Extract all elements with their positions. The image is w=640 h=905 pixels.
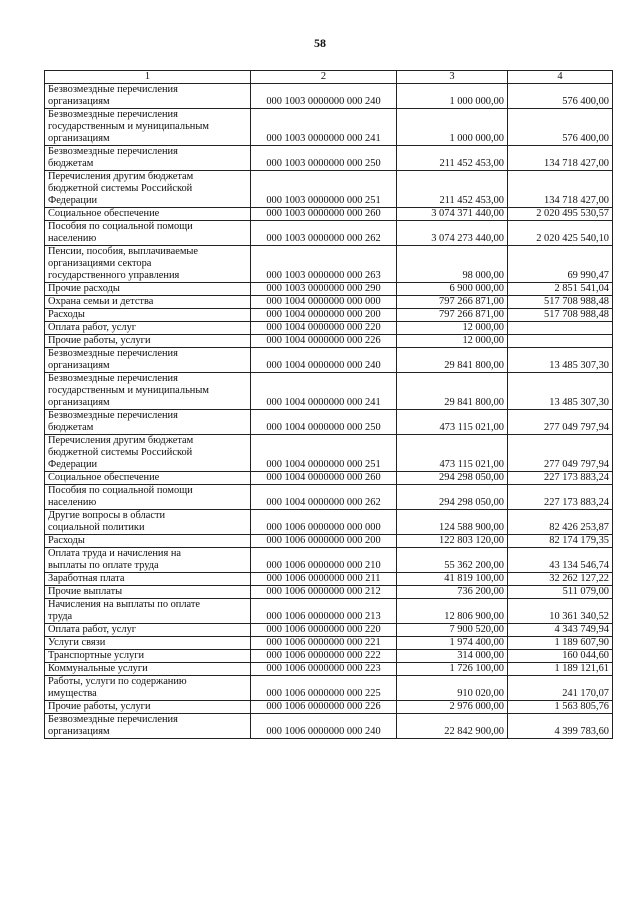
table-row	[45, 109, 613, 146]
table-row	[45, 676, 613, 701]
table-row	[45, 637, 613, 650]
row-planned-cell: 29 841 800,00	[397, 373, 508, 410]
row-code-cell: 000 1006 0000000 000 221	[251, 637, 397, 650]
row-code-cell: 000 1003 0000000 000 251	[251, 171, 397, 208]
header-row	[45, 71, 613, 84]
row-planned-cell: 2 976 000,00	[397, 701, 508, 714]
row-executed-cell: 2 020 495 530,57	[508, 208, 613, 221]
table-row	[45, 624, 613, 637]
row-code-cell: 000 1003 0000000 000 290	[251, 283, 397, 296]
row-planned-cell: 294 298 050,00	[397, 472, 508, 485]
row-executed-cell: 13 485 307,30	[508, 348, 613, 373]
row-name-cell: Оплата труда и начисления на выплаты по оплате труда	[45, 548, 251, 573]
row-name-cell: Начисления на выплаты по оплате труда	[45, 599, 251, 624]
row-planned-cell: 736 200,00	[397, 586, 508, 599]
row-name-cell: Безвозмездные перечисления бюджетам	[45, 146, 251, 171]
row-code-cell: 000 1003 0000000 000 262	[251, 221, 397, 246]
row-executed-cell: 576 400,00	[508, 84, 613, 109]
row-executed-cell: 160 044,60	[508, 650, 613, 663]
row-executed-cell: 1 563 805,76	[508, 701, 613, 714]
row-code-cell: 000 1006 0000000 000 000	[251, 510, 397, 535]
table-row	[45, 309, 613, 322]
row-executed-cell: 277 049 797,94	[508, 435, 613, 472]
row-name-cell: Заработная плата	[45, 573, 251, 586]
table-row	[45, 322, 613, 335]
row-planned-cell: 1 726 100,00	[397, 663, 508, 676]
row-code-cell: 000 1004 0000000 000 251	[251, 435, 397, 472]
table-row	[45, 410, 613, 435]
row-name-cell: Прочие расходы	[45, 283, 251, 296]
row-planned-cell: 12 806 900,00	[397, 599, 508, 624]
row-executed-cell: 227 173 883,24	[508, 472, 613, 485]
row-planned-cell: 294 298 050,00	[397, 485, 508, 510]
header-col-4: 4	[508, 71, 613, 84]
row-executed-cell: 82 174 179,35	[508, 535, 613, 548]
row-code-cell: 000 1006 0000000 000 223	[251, 663, 397, 676]
table-row	[45, 548, 613, 573]
row-code-cell: 000 1003 0000000 000 260	[251, 208, 397, 221]
table-row	[45, 701, 613, 714]
row-name-cell: Транспортные услуги	[45, 650, 251, 663]
table-row	[45, 283, 613, 296]
table-row	[45, 586, 613, 599]
row-planned-cell: 3 074 273 440,00	[397, 221, 508, 246]
table-row	[45, 573, 613, 586]
row-planned-cell: 98 000,00	[397, 246, 508, 283]
row-planned-cell: 1 974 400,00	[397, 637, 508, 650]
row-code-cell: 000 1006 0000000 000 212	[251, 586, 397, 599]
row-name-cell: Перечисления другим бюджетам бюджетной системы Российской Федерации	[45, 171, 251, 208]
row-code-cell: 000 1006 0000000 000 222	[251, 650, 397, 663]
row-executed-cell	[508, 335, 613, 348]
row-name-cell: Работы, услуги по содержанию имущества	[45, 676, 251, 701]
table-row	[45, 510, 613, 535]
table-row	[45, 208, 613, 221]
row-name-cell: Социальное обеспечение	[45, 472, 251, 485]
row-planned-cell: 6 900 000,00	[397, 283, 508, 296]
row-executed-cell: 241 170,07	[508, 676, 613, 701]
row-name-cell: Другие вопросы в области социальной политики	[45, 510, 251, 535]
row-executed-cell: 32 262 127,22	[508, 573, 613, 586]
table-row	[45, 335, 613, 348]
row-executed-cell: 277 049 797,94	[508, 410, 613, 435]
row-executed-cell: 4 399 783,60	[508, 714, 613, 739]
row-name-cell: Прочие работы, услуги	[45, 701, 251, 714]
row-planned-cell: 797 266 871,00	[397, 309, 508, 322]
row-executed-cell: 134 718 427,00	[508, 171, 613, 208]
row-name-cell: Расходы	[45, 535, 251, 548]
row-executed-cell: 517 708 988,48	[508, 309, 613, 322]
row-planned-cell: 55 362 200,00	[397, 548, 508, 573]
row-code-cell: 000 1004 0000000 000 000	[251, 296, 397, 309]
row-planned-cell: 211 452 453,00	[397, 171, 508, 208]
row-code-cell: 000 1006 0000000 000 226	[251, 701, 397, 714]
header-col-2: 2	[251, 71, 397, 84]
table-row	[45, 714, 613, 739]
row-executed-cell: 69 990,47	[508, 246, 613, 283]
row-planned-cell: 12 000,00	[397, 322, 508, 335]
table-row	[45, 221, 613, 246]
row-executed-cell: 43 134 546,74	[508, 548, 613, 573]
row-code-cell: 000 1003 0000000 000 241	[251, 109, 397, 146]
row-name-cell: Расходы	[45, 309, 251, 322]
row-executed-cell: 4 343 749,94	[508, 624, 613, 637]
row-name-cell: Прочие выплаты	[45, 586, 251, 599]
row-code-cell: 000 1004 0000000 000 240	[251, 348, 397, 373]
table-row	[45, 663, 613, 676]
table-body	[45, 84, 613, 739]
row-name-cell: Охрана семьи и детства	[45, 296, 251, 309]
row-planned-cell: 1 000 000,00	[397, 109, 508, 146]
row-code-cell: 000 1006 0000000 000 210	[251, 548, 397, 573]
table-row	[45, 650, 613, 663]
row-code-cell: 000 1006 0000000 000 213	[251, 599, 397, 624]
row-code-cell: 000 1004 0000000 000 241	[251, 373, 397, 410]
table-row	[45, 485, 613, 510]
row-executed-cell: 511 079,00	[508, 586, 613, 599]
table-row	[45, 599, 613, 624]
table-row	[45, 146, 613, 171]
row-name-cell: Перечисления другим бюджетам бюджетной системы Российской Федерации	[45, 435, 251, 472]
table-row	[45, 472, 613, 485]
table-row	[45, 84, 613, 109]
table-row	[45, 348, 613, 373]
row-name-cell: Безвозмездные перечисления государственным и муниципальным организациям	[45, 109, 251, 146]
row-code-cell: 000 1003 0000000 000 263	[251, 246, 397, 283]
page-number: 58	[314, 36, 326, 50]
budget-execution-table	[44, 70, 613, 739]
row-name-cell: Оплата работ, услуг	[45, 322, 251, 335]
row-name-cell: Оплата работ, услуг	[45, 624, 251, 637]
row-executed-cell: 134 718 427,00	[508, 146, 613, 171]
row-code-cell: 000 1004 0000000 000 260	[251, 472, 397, 485]
row-name-cell: Коммунальные услуги	[45, 663, 251, 676]
row-name-cell: Прочие работы, услуги	[45, 335, 251, 348]
header-col-3: 3	[397, 71, 508, 84]
row-name-cell: Безвозмездные перечисления организациям	[45, 348, 251, 373]
table-row	[45, 535, 613, 548]
row-name-cell: Пенсии, пособия, выплачиваемые организациями сектора государственного управления	[45, 246, 251, 283]
row-code-cell: 000 1003 0000000 000 240	[251, 84, 397, 109]
row-name-cell: Безвозмездные перечисления организациям	[45, 84, 251, 109]
row-name-cell: Безвозмездные перечисления бюджетам	[45, 410, 251, 435]
row-executed-cell: 2 020 425 540,10	[508, 221, 613, 246]
row-planned-cell: 29 841 800,00	[397, 348, 508, 373]
row-executed-cell: 10 361 340,52	[508, 599, 613, 624]
table-row	[45, 435, 613, 472]
row-code-cell: 000 1004 0000000 000 226	[251, 335, 397, 348]
row-code-cell: 000 1004 0000000 000 200	[251, 309, 397, 322]
table-row	[45, 373, 613, 410]
row-name-cell: Пособия по социальной помощи населению	[45, 485, 251, 510]
row-code-cell: 000 1003 0000000 000 250	[251, 146, 397, 171]
row-planned-cell: 910 020,00	[397, 676, 508, 701]
row-code-cell: 000 1004 0000000 000 262	[251, 485, 397, 510]
row-executed-cell: 227 173 883,24	[508, 485, 613, 510]
row-name-cell: Пособия по социальной помощи населению	[45, 221, 251, 246]
row-planned-cell: 473 115 021,00	[397, 435, 508, 472]
row-planned-cell: 41 819 100,00	[397, 573, 508, 586]
row-planned-cell: 22 842 900,00	[397, 714, 508, 739]
row-executed-cell: 1 189 607,90	[508, 637, 613, 650]
row-name-cell: Безвозмездные перечисления государственным и муниципальным организациям	[45, 373, 251, 410]
row-code-cell: 000 1006 0000000 000 211	[251, 573, 397, 586]
row-code-cell: 000 1004 0000000 000 220	[251, 322, 397, 335]
row-code-cell: 000 1006 0000000 000 220	[251, 624, 397, 637]
row-planned-cell: 211 452 453,00	[397, 146, 508, 171]
row-executed-cell: 82 426 253,87	[508, 510, 613, 535]
table-row	[45, 246, 613, 283]
row-planned-cell: 473 115 021,00	[397, 410, 508, 435]
row-planned-cell: 7 900 520,00	[397, 624, 508, 637]
row-planned-cell: 3 074 371 440,00	[397, 208, 508, 221]
row-executed-cell: 576 400,00	[508, 109, 613, 146]
row-planned-cell: 124 588 900,00	[397, 510, 508, 535]
row-executed-cell: 13 485 307,30	[508, 373, 613, 410]
row-planned-cell: 314 000,00	[397, 650, 508, 663]
row-code-cell: 000 1006 0000000 000 200	[251, 535, 397, 548]
row-planned-cell: 797 266 871,00	[397, 296, 508, 309]
row-code-cell: 000 1004 0000000 000 250	[251, 410, 397, 435]
row-code-cell: 000 1006 0000000 000 225	[251, 676, 397, 701]
row-planned-cell: 122 803 120,00	[397, 535, 508, 548]
row-name-cell: Безвозмездные перечисления организациям	[45, 714, 251, 739]
table-row	[45, 171, 613, 208]
row-executed-cell: 517 708 988,48	[508, 296, 613, 309]
row-planned-cell: 1 000 000,00	[397, 84, 508, 109]
row-executed-cell: 1 189 121,61	[508, 663, 613, 676]
row-planned-cell: 12 000,00	[397, 335, 508, 348]
row-name-cell: Социальное обеспечение	[45, 208, 251, 221]
row-executed-cell: 2 851 541,04	[508, 283, 613, 296]
row-code-cell: 000 1006 0000000 000 240	[251, 714, 397, 739]
row-name-cell: Услуги связи	[45, 637, 251, 650]
header-col-1: 1	[45, 71, 251, 84]
row-executed-cell	[508, 322, 613, 335]
table-row	[45, 296, 613, 309]
